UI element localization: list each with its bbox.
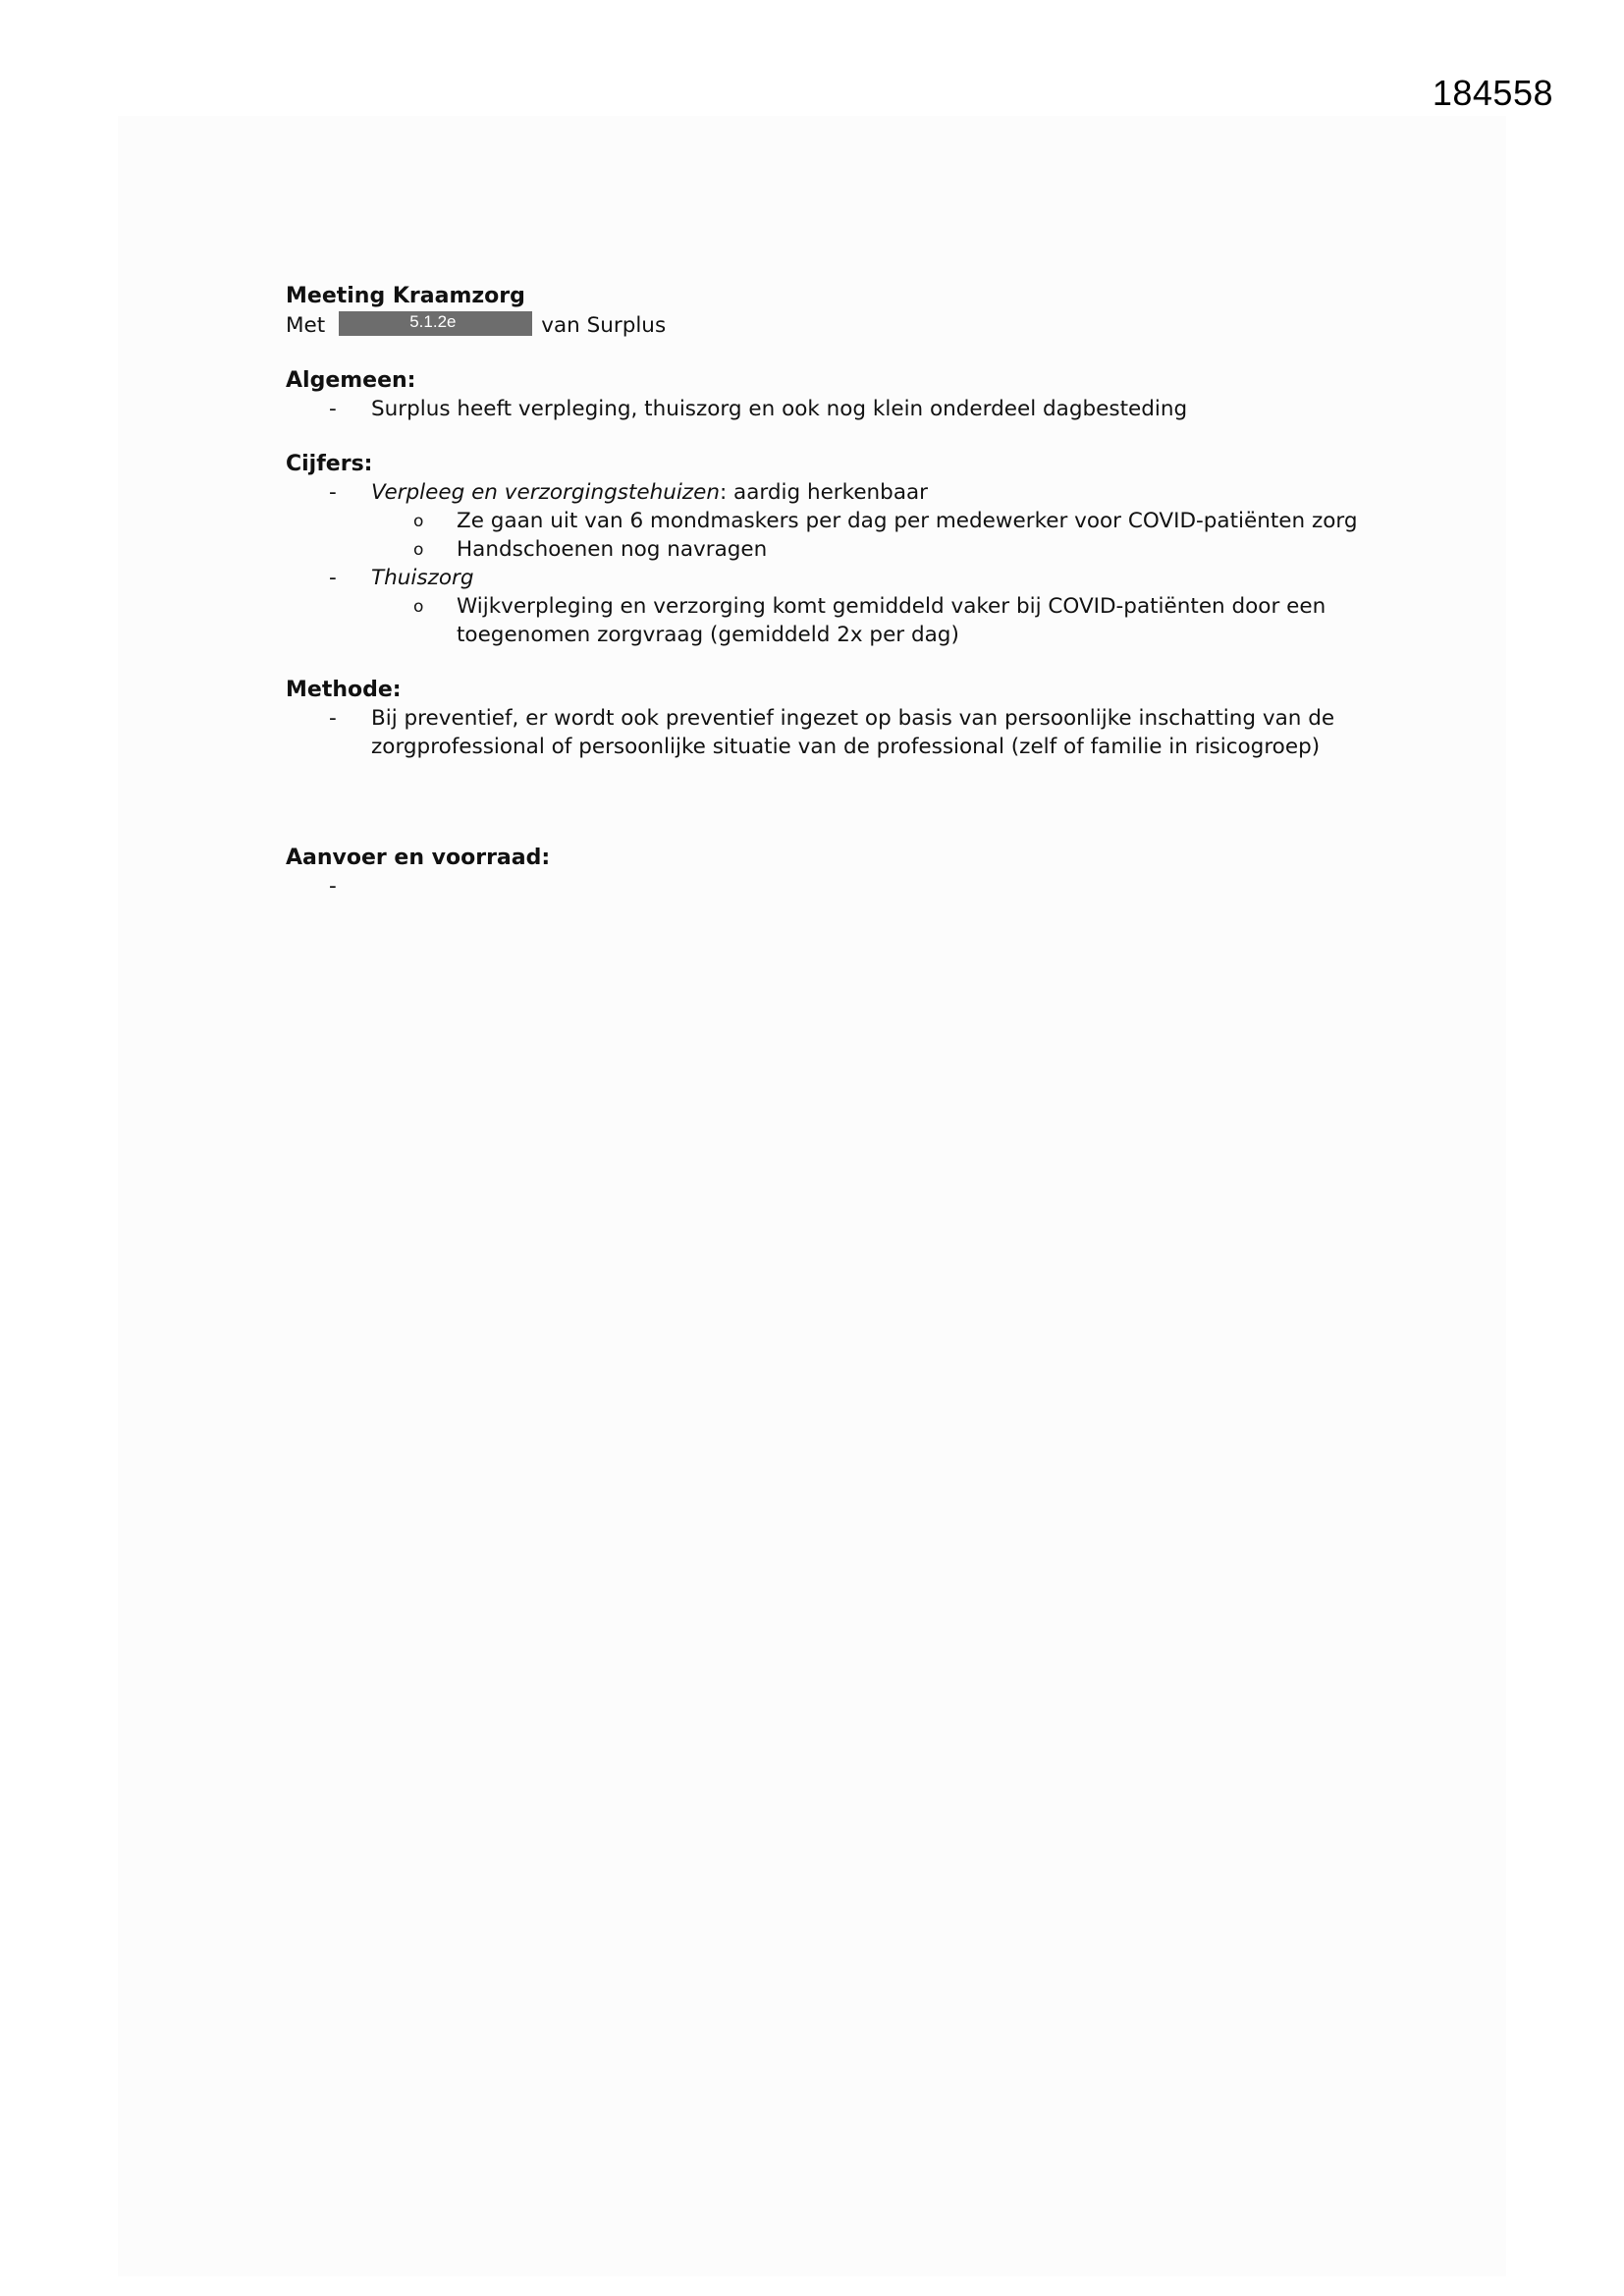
attendees-line bbox=[286, 310, 1366, 340]
sub-list-item bbox=[286, 592, 1366, 649]
list-item-text: : aardig herkenbaar bbox=[719, 480, 929, 505]
sub-list-item-text: Handschoenen nog navragen bbox=[457, 537, 768, 562]
circle-bullet: o bbox=[413, 540, 424, 560]
document-number: 184558 bbox=[1432, 73, 1553, 113]
dash-bullet: - bbox=[329, 566, 337, 590]
circle-bullet: o bbox=[413, 512, 424, 531]
section-heading: Aanvoer en voorraad: bbox=[286, 846, 551, 870]
document-title: Meeting Kraamzorg bbox=[286, 284, 525, 308]
sub-list-item bbox=[286, 507, 1366, 535]
section-heading: Methode: bbox=[286, 678, 402, 702]
section-methode bbox=[286, 676, 1366, 761]
sub-list-item-text: Wijkverpleging en verzorging komt gemiddeld vaker bij COVID-patiënten door een toegenomen zorgvraag (gemiddeld 2x per dag) bbox=[457, 594, 1326, 647]
list-item-italic-text: Verpleeg en verzorgingstehuizen bbox=[371, 480, 720, 505]
list-item-text: Bij preventief, er wordt ook preventief ingezet op basis van persoonlijke inschatting van de zorgprofessional of persoonlijke situatie van de professional (zelf of familie in risicogroep) bbox=[371, 706, 1335, 759]
section-heading: Cijfers: bbox=[286, 452, 373, 476]
list-item bbox=[286, 478, 1366, 507]
dash-bullet: - bbox=[329, 874, 337, 899]
circle-bullet: o bbox=[413, 597, 424, 617]
met-prefix: Met bbox=[286, 312, 326, 338]
dash-bullet: - bbox=[329, 706, 337, 731]
list-item bbox=[286, 704, 1366, 761]
list-item bbox=[286, 564, 1366, 592]
sub-list-item bbox=[286, 535, 1366, 564]
sub-list-item-text: Ze gaan uit van 6 mondmaskers per dag per medewerker voor COVID-patiënten zorg bbox=[457, 509, 1358, 533]
dash-bullet: - bbox=[329, 480, 337, 505]
met-suffix: van Surplus bbox=[541, 312, 667, 338]
list-item bbox=[286, 395, 1366, 423]
list-item-text: Surplus heeft verpleging, thuiszorg en ook nog klein onderdeel dagbesteding bbox=[371, 397, 1188, 421]
section-algemeen bbox=[286, 366, 1366, 423]
document-content bbox=[286, 283, 1366, 899]
redaction-box: 5.1.2e bbox=[339, 311, 532, 336]
section-aanvoer bbox=[286, 844, 1366, 899]
list-item-italic-text: Thuiszorg bbox=[371, 566, 474, 590]
section-cijfers bbox=[286, 450, 1366, 649]
dash-bullet: - bbox=[329, 397, 337, 421]
section-heading: Algemeen: bbox=[286, 368, 416, 393]
